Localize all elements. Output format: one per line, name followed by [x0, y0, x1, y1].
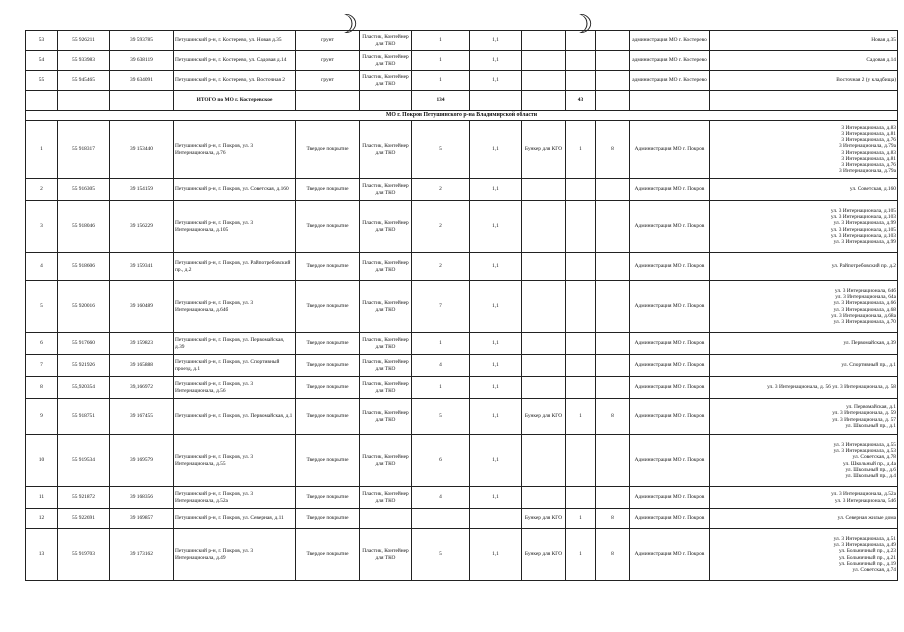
- served-addresses-cell: [710, 201, 898, 253]
- surface-cell: грунт: [296, 51, 360, 71]
- container-volume-cell: 1,1: [470, 377, 522, 399]
- served-address: 3 Интернационала, д.83: [841, 149, 896, 156]
- container-volume-cell: 1,1: [470, 399, 522, 435]
- row-number: 53: [26, 31, 58, 51]
- container-type-cell: [360, 509, 412, 529]
- total-label: ИТОГО по МО г. Костеревское: [174, 91, 296, 111]
- latitude-cell: 55 917660: [58, 333, 110, 355]
- table-row: [26, 529, 898, 581]
- address-cell: Петушинский р-н, г. Покров, ул. Первомайская, д.1: [174, 399, 296, 435]
- latitude-cell: 55 918606: [58, 253, 110, 281]
- served-address: ул. 3 Интернационала, д.68: [833, 306, 896, 313]
- served-addresses-cell: [710, 179, 898, 201]
- container-volume-cell: 1,1: [470, 31, 522, 51]
- container-volume-cell: [470, 509, 522, 529]
- table-row: [26, 333, 898, 355]
- served-address: ул. Больничный пр., д.21: [838, 554, 896, 561]
- row-number: 54: [26, 51, 58, 71]
- table-row: [26, 435, 898, 487]
- container-type-cell: Пластик, Контейнер для ТКО: [360, 333, 412, 355]
- latitude-cell: 55 922691: [58, 509, 110, 529]
- served-addresses-cell: [710, 121, 898, 179]
- served-address: ул. 3 Интернационала, д.51: [833, 535, 896, 542]
- container-type-cell: Пластик, Контейнер для ТКО: [360, 179, 412, 201]
- container-type-cell: Пластик, Контейнер для ТКО: [360, 487, 412, 509]
- served-address: ул. 3 Интернационала, д.68а: [831, 312, 896, 319]
- served-address: ул. 3 Интернационала, д.103: [830, 214, 896, 221]
- bunker-count-cell: [566, 253, 596, 281]
- latitude-cell: 55 921872: [58, 487, 110, 509]
- served-address: ул. 3 Интернационала, д.55: [833, 441, 896, 448]
- longitude-cell: 39 165888: [110, 355, 174, 377]
- address-cell: Петушинский р-н, г. Костерево, ул. Садовая д.14: [174, 51, 296, 71]
- served-address: ул. Советская, д.78: [852, 454, 896, 461]
- bunker-type-cell: [522, 435, 566, 487]
- container-count-cell: [412, 509, 470, 529]
- bunker-type-cell: [522, 179, 566, 201]
- owner-cell: Администрация МО г. Покров: [630, 487, 710, 509]
- bunker-type-cell: [522, 201, 566, 253]
- served-address: Восточная 2 (у кладбища): [836, 77, 896, 84]
- section-header-row: [26, 111, 898, 121]
- table-row: [26, 509, 898, 529]
- row-number: 3: [26, 201, 58, 253]
- address-cell: Петушинский р-н, г. Покров, ул. Северная, д.11: [174, 509, 296, 529]
- latitude-cell: 55 945465: [58, 71, 110, 91]
- container-type-cell: Пластик, Контейнер для ТКО: [360, 355, 412, 377]
- bunker-type-cell: [522, 71, 566, 91]
- served-address: ул. 3 Интернационала, 64б: [834, 287, 896, 294]
- served-addresses-cell: [710, 435, 898, 487]
- container-type-cell: Пластик, Контейнер для ТКО: [360, 121, 412, 179]
- served-address: ул. Больничный пр., д.19: [838, 560, 896, 567]
- bunker-count-cell: 1: [566, 509, 596, 529]
- served-addresses-cell: [710, 529, 898, 581]
- container-count-cell: 6: [412, 435, 470, 487]
- owner-cell: Администрация МО г. Покров: [630, 399, 710, 435]
- owner-cell: Администрация МО г. Покров: [630, 333, 710, 355]
- table-row: [26, 201, 898, 253]
- served-address: Садовая д.14: [866, 57, 896, 64]
- table-row: [26, 355, 898, 377]
- container-count-cell: 5: [412, 529, 470, 581]
- container-count-cell: 1: [412, 71, 470, 91]
- longitude-cell: 39 154159: [110, 179, 174, 201]
- row-number: 55: [26, 71, 58, 91]
- bunker-count-cell: 1: [566, 529, 596, 581]
- served-address: Новая д.35: [871, 37, 896, 44]
- container-count-cell: 2: [412, 179, 470, 201]
- latitude-cell: 55 919703: [58, 529, 110, 581]
- bunker-count-cell: [566, 179, 596, 201]
- surface-cell: грунт: [296, 71, 360, 91]
- served-address: ул. 3 Интернационала, д.70: [833, 318, 896, 325]
- owner-cell: администрация МО г. Костерево: [630, 31, 710, 51]
- container-volume-cell: 1,1: [470, 201, 522, 253]
- latitude-cell: 55 921926: [58, 355, 110, 377]
- served-address: ул. 3 Интернационала, д.105: [830, 207, 896, 214]
- total-bunker-count: 43: [566, 91, 596, 111]
- surface-cell: Твердое покрытие: [296, 509, 360, 529]
- table-row: [26, 281, 898, 333]
- container-count-cell: 2: [412, 253, 470, 281]
- bunker-volume-cell: [596, 333, 630, 355]
- waste-sites-table: [25, 30, 898, 581]
- row-number: 8: [26, 377, 58, 399]
- bunker-type-cell: Бункер для КГО: [522, 399, 566, 435]
- bunker-count-cell: [566, 281, 596, 333]
- longitude-cell: 39 167455: [110, 399, 174, 435]
- address-cell: Петушинский р-н, г. Покров, ул. Райпотребовский пр., д.2: [174, 253, 296, 281]
- bunker-volume-cell: [596, 281, 630, 333]
- address-cell: Петушинский р-н, г. Покров, ул. Советская, д.160: [174, 179, 296, 201]
- served-address: ул. 3 Интернационала, д.52а: [831, 491, 896, 498]
- bunker-count-cell: [566, 377, 596, 399]
- container-volume-cell: 1,1: [470, 179, 522, 201]
- surface-cell: Твердое покрытие: [296, 281, 360, 333]
- container-type-cell: Пластик, Контейнер для ТКО: [360, 399, 412, 435]
- container-volume-cell: 1,1: [470, 333, 522, 355]
- row-number: 7: [26, 355, 58, 377]
- served-address: ул. Больничный пр., д.23: [838, 548, 896, 555]
- served-address: ул. 3 Интернационала, д.105: [830, 226, 896, 233]
- surface-cell: Твердое покрытие: [296, 333, 360, 355]
- bunker-type-cell: [522, 51, 566, 71]
- crescent-mark-icon: ☽: [335, 10, 359, 40]
- bunker-count-cell: [566, 487, 596, 509]
- served-addresses-cell: [710, 377, 898, 399]
- bunker-volume-cell: [596, 31, 630, 51]
- longitude-cell: 39,166972: [110, 377, 174, 399]
- longitude-cell: 39 173162: [110, 529, 174, 581]
- surface-cell: Твердое покрытие: [296, 435, 360, 487]
- owner-cell: Администрация МО г. Покров: [630, 281, 710, 333]
- total-container-count: 134: [412, 91, 470, 111]
- longitude-cell: 39 159341: [110, 253, 174, 281]
- latitude-cell: 55 919534: [58, 435, 110, 487]
- container-count-cell: 1: [412, 377, 470, 399]
- latitude-cell: 55,920354: [58, 377, 110, 399]
- served-address: ул. 3 Интернационала, д. 57: [832, 416, 896, 423]
- served-address: ул. Школьный пр., д.4: [845, 472, 896, 479]
- bunker-volume-cell: [596, 377, 630, 399]
- bunker-type-cell: [522, 31, 566, 51]
- owner-cell: Администрация МО г. Покров: [630, 121, 710, 179]
- bunker-volume-cell: [596, 435, 630, 487]
- served-address: 3 Интернационала, д.76: [841, 137, 896, 144]
- served-addresses-cell: [710, 487, 898, 509]
- container-count-cell: 4: [412, 487, 470, 509]
- served-addresses-cell: [710, 31, 898, 51]
- container-type-cell: Пластик, Контейнер для ТКО: [360, 51, 412, 71]
- latitude-cell: 55 918317: [58, 121, 110, 179]
- container-volume-cell: 1,1: [470, 51, 522, 71]
- row-number: 13: [26, 529, 58, 581]
- container-type-cell: Пластик, Контейнер для ТКО: [360, 529, 412, 581]
- container-type-cell: Пластик, Контейнер для ТКО: [360, 71, 412, 91]
- latitude-cell: 55 918046: [58, 201, 110, 253]
- owner-cell: Администрация МО г. Покров: [630, 179, 710, 201]
- owner-cell: Администрация МО г. Покров: [630, 253, 710, 281]
- bunker-count-cell: 1: [566, 399, 596, 435]
- served-address: ул. Первомайская, д.39: [843, 340, 896, 347]
- bunker-volume-cell: [596, 201, 630, 253]
- bunker-count-cell: [566, 71, 596, 91]
- longitude-cell: 39 156229: [110, 201, 174, 253]
- longitude-cell: 39 169579: [110, 435, 174, 487]
- served-address: ул. Школьный пр., д.1: [845, 422, 896, 429]
- owner-cell: администрация МО г. Костерево: [630, 71, 710, 91]
- longitude-cell: 39 634091: [110, 71, 174, 91]
- served-address: ул. 3 Интернационала, д.66: [833, 300, 896, 307]
- served-addresses-cell: [710, 253, 898, 281]
- address-cell: Петушинский р-н, г. Покров, ул. Спортивный проезд, д.1: [174, 355, 296, 377]
- served-address: 3 Интернационала, д.81: [841, 130, 896, 137]
- container-volume-cell: 1,1: [470, 487, 522, 509]
- longitude-cell: 39 153440: [110, 121, 174, 179]
- table-row: [26, 31, 898, 51]
- row-number: 2: [26, 179, 58, 201]
- served-address: 3 Интернационала, д.79а: [839, 168, 896, 175]
- address-cell: Петушинский р-н, г. Костерево, ул. Новая д.35: [174, 31, 296, 51]
- served-address: ул. 3 Интернационала, д. 59: [832, 410, 896, 417]
- surface-cell: Твердое покрытие: [296, 377, 360, 399]
- served-address: ул. Первомайская, д.1: [846, 404, 896, 411]
- address-cell: Петушинский р-н, г. Покров, ул. 3 Интернационала, д.64б: [174, 281, 296, 333]
- container-type-cell: Пластик, Контейнер для ТКО: [360, 281, 412, 333]
- longitude-cell: 39 638119: [110, 51, 174, 71]
- bunker-count-cell: [566, 355, 596, 377]
- served-address: ул. 3 Интернационала, д.99: [833, 220, 896, 227]
- served-address: ул. 3 Интернационала, д. 56 ул. 3 Интернационала, д. 58: [767, 384, 896, 391]
- bunker-volume-cell: [596, 179, 630, 201]
- bunker-volume-cell: 8: [596, 509, 630, 529]
- surface-cell: Твердое покрытие: [296, 355, 360, 377]
- table-row: [26, 51, 898, 71]
- address-cell: Петушинский р-н, г. Покров, ул. 3 Интернационала, д.52а: [174, 487, 296, 509]
- served-address: ул. Школьный пр., д.4а: [843, 460, 896, 467]
- latitude-cell: 55 920016: [58, 281, 110, 333]
- container-count-cell: 7: [412, 281, 470, 333]
- address-cell: Петушинский р-н, г. Покров, ул. 3 Интернационала, д.76: [174, 121, 296, 179]
- bunker-type-cell: [522, 355, 566, 377]
- address-cell: Петушинский р-н, г. Покров, ул. Первомайская, д.39: [174, 333, 296, 355]
- address-cell: Петушинский р-н, г. Покров, ул. 3 Интернационала, д.56: [174, 377, 296, 399]
- surface-cell: Твердое покрытие: [296, 529, 360, 581]
- bunker-volume-cell: 8: [596, 121, 630, 179]
- longitude-cell: 39 159823: [110, 333, 174, 355]
- container-type-cell: Пластик, Контейнер для ТКО: [360, 435, 412, 487]
- container-volume-cell: 1,1: [470, 121, 522, 179]
- surface-cell: Твердое покрытие: [296, 253, 360, 281]
- container-count-cell: 1: [412, 31, 470, 51]
- bunker-count-cell: [566, 333, 596, 355]
- address-cell: Петушинский р-н, г. Покров, ул. 3 Интернационала, д.105: [174, 201, 296, 253]
- container-volume-cell: 1,1: [470, 529, 522, 581]
- container-count-cell: 5: [412, 399, 470, 435]
- bunker-volume-cell: [596, 355, 630, 377]
- bunker-count-cell: [566, 435, 596, 487]
- address-cell: Петушинский р-н, г. Покров, ул. 3 Интернационала, д.49: [174, 529, 296, 581]
- row-number: 12: [26, 509, 58, 529]
- served-addresses-cell: [710, 71, 898, 91]
- container-type-cell: Пластик, Контейнер для ТКО: [360, 201, 412, 253]
- latitude-cell: 55 918751: [58, 399, 110, 435]
- owner-cell: администрация МО г. Костерево: [630, 51, 710, 71]
- owner-cell: Администрация МО г. Покров: [630, 201, 710, 253]
- total-row: [26, 91, 898, 111]
- served-address: ул. Спортивный пр., д.1: [841, 362, 896, 369]
- served-addresses-cell: [710, 355, 898, 377]
- served-address: ул. Советская, д.160: [849, 186, 896, 193]
- table-row: [26, 71, 898, 91]
- crescent-mark-icon: ☽: [570, 10, 594, 40]
- section-title: МО г. Покров Петушинского р-на Владимирской области: [26, 111, 898, 121]
- served-addresses-cell: [710, 399, 898, 435]
- bunker-type-cell: [522, 253, 566, 281]
- bunker-type-cell: [522, 281, 566, 333]
- container-type-cell: Пластик, Контейнер для ТКО: [360, 253, 412, 281]
- row-number: 6: [26, 333, 58, 355]
- surface-cell: грунт: [296, 31, 360, 51]
- address-cell: Петушинский р-н, г. Костерево, ул. Восточная 2: [174, 71, 296, 91]
- served-address: ул. 3 Интернационала, 64а: [835, 294, 896, 301]
- bunker-count-cell: [566, 51, 596, 71]
- served-address: ул. 3 Интернационала, д.103: [830, 232, 896, 239]
- table-row: [26, 121, 898, 179]
- bunker-type-cell: [522, 333, 566, 355]
- bunker-count-cell: [566, 31, 596, 51]
- owner-cell: Администрация МО г. Покров: [630, 355, 710, 377]
- row-number: 1: [26, 121, 58, 179]
- table-row: [26, 399, 898, 435]
- row-number: 5: [26, 281, 58, 333]
- served-address: ул. Райпотребовский пр. д.2: [831, 263, 896, 270]
- container-count-cell: 2: [412, 201, 470, 253]
- served-address: ул. 3 Интернационала, д.53: [833, 448, 896, 455]
- latitude-cell: 55 933983: [58, 51, 110, 71]
- bunker-type-cell: [522, 377, 566, 399]
- surface-cell: Твердое покрытие: [296, 487, 360, 509]
- served-address: ул. 3 Интернационала, 54б: [834, 497, 896, 504]
- surface-cell: Твердое покрытие: [296, 121, 360, 179]
- surface-cell: Твердое покрытие: [296, 399, 360, 435]
- longitude-cell: 39 160489: [110, 281, 174, 333]
- bunker-count-cell: [566, 201, 596, 253]
- container-count-cell: 1: [412, 51, 470, 71]
- latitude-cell: 55 926211: [58, 31, 110, 51]
- bunker-volume-cell: 8: [596, 529, 630, 581]
- served-address: ул. Северная жилые дома: [837, 515, 896, 522]
- container-count-cell: 5: [412, 121, 470, 179]
- row-number: 11: [26, 487, 58, 509]
- surface-cell: Твердое покрытие: [296, 179, 360, 201]
- bunker-volume-cell: [596, 253, 630, 281]
- served-address: 3 Интернационала, д.76: [841, 161, 896, 168]
- address-cell: Петушинский р-н, г. Покров, ул. 3 Интернационала, д.55: [174, 435, 296, 487]
- bunker-type-cell: Бункер для КГО: [522, 509, 566, 529]
- served-address: 3 Интернационала, д.81: [841, 155, 896, 162]
- row-number: 10: [26, 435, 58, 487]
- container-count-cell: 1: [412, 333, 470, 355]
- container-volume-cell: 1,1: [470, 355, 522, 377]
- bunker-type-cell: Бункер для КГО: [522, 121, 566, 179]
- owner-cell: Администрация МО г. Покров: [630, 509, 710, 529]
- served-addresses-cell: [710, 509, 898, 529]
- latitude-cell: 55 916305: [58, 179, 110, 201]
- container-volume-cell: 1,1: [470, 253, 522, 281]
- longitude-cell: 39 169857: [110, 509, 174, 529]
- served-address: ул. Школьный пр., д.6: [845, 466, 896, 473]
- container-volume-cell: 1,1: [470, 281, 522, 333]
- row-number: 9: [26, 399, 58, 435]
- bunker-count-cell: 1: [566, 121, 596, 179]
- longitude-cell: 39 593785: [110, 31, 174, 51]
- table-row: [26, 179, 898, 201]
- owner-cell: Администрация МО г. Покров: [630, 529, 710, 581]
- table-row: [26, 487, 898, 509]
- table-row: [26, 377, 898, 399]
- bunker-type-cell: Бункер для КГО: [522, 529, 566, 581]
- bunker-type-cell: [522, 487, 566, 509]
- served-addresses-cell: [710, 333, 898, 355]
- surface-cell: Твердое покрытие: [296, 201, 360, 253]
- bunker-volume-cell: [596, 487, 630, 509]
- served-address: 3 Интернационала, д.83: [841, 124, 896, 131]
- owner-cell: Администрация МО г. Покров: [630, 377, 710, 399]
- container-volume-cell: 1,1: [470, 71, 522, 91]
- bunker-volume-cell: [596, 51, 630, 71]
- container-volume-cell: 1,1: [470, 435, 522, 487]
- served-addresses-cell: [710, 281, 898, 333]
- served-address: ул. Советская, д.74: [852, 566, 896, 573]
- table-row: [26, 253, 898, 281]
- served-address: 3 Интернационала, д.79а: [839, 143, 896, 150]
- owner-cell: Администрация МО г. Покров: [630, 435, 710, 487]
- bunker-volume-cell: [596, 71, 630, 91]
- served-addresses-cell: [710, 51, 898, 71]
- longitude-cell: 39 168356: [110, 487, 174, 509]
- container-type-cell: Пластик, Контейнер для ТКО: [360, 377, 412, 399]
- row-number: 4: [26, 253, 58, 281]
- served-address: ул. 3 Интернационала, д.49: [833, 542, 896, 549]
- container-type-cell: Пластик, Контейнер для ТКО: [360, 31, 412, 51]
- container-count-cell: 4: [412, 355, 470, 377]
- bunker-volume-cell: 8: [596, 399, 630, 435]
- served-address: ул. 3 Интернационала, д.99: [833, 238, 896, 245]
